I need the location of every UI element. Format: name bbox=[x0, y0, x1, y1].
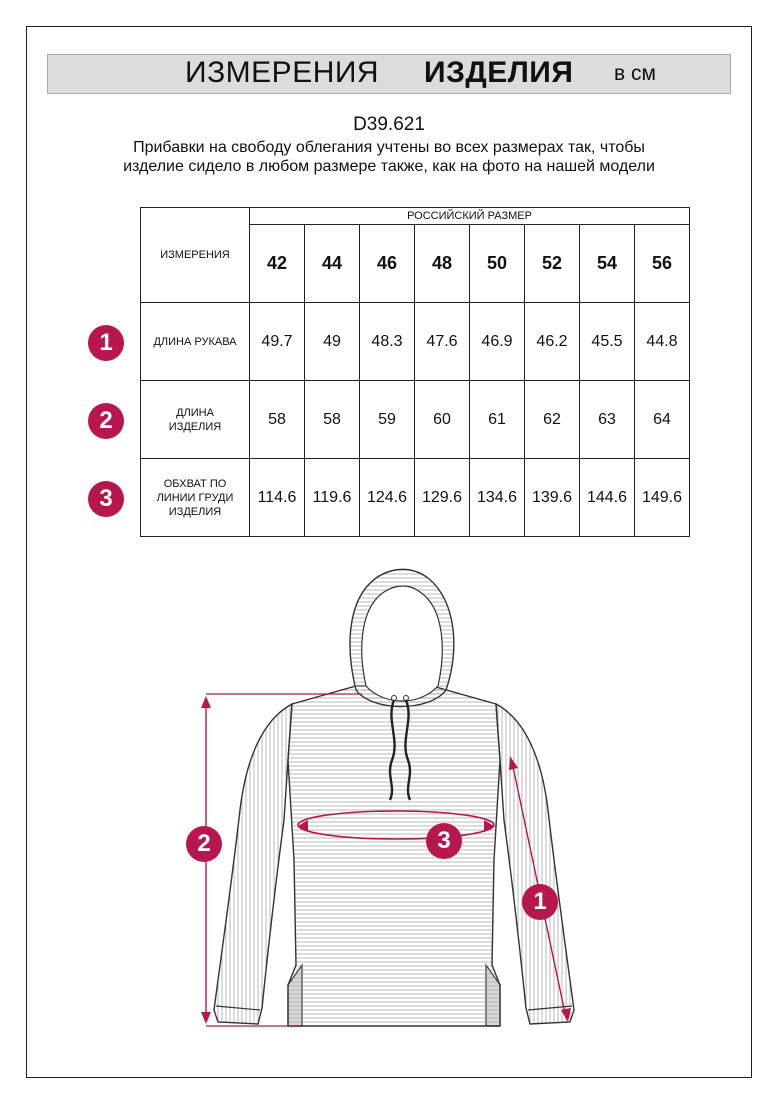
size-header: 48 bbox=[415, 225, 470, 303]
table-cell: 114.6 bbox=[250, 459, 305, 537]
table-cell: 58 bbox=[250, 381, 305, 459]
table-cell: 129.6 bbox=[415, 459, 470, 537]
table-cell: 58 bbox=[305, 381, 360, 459]
table-cell: 62 bbox=[525, 381, 580, 459]
left-sleeve bbox=[214, 704, 292, 1024]
sleeve-marker: 1 bbox=[522, 884, 558, 920]
chest-marker: 3 bbox=[426, 823, 462, 859]
title-product: ИЗДЕЛИЯ bbox=[424, 56, 574, 89]
table-cell: 49.7 bbox=[250, 303, 305, 381]
table-cell: 139.6 bbox=[525, 459, 580, 537]
table-cell: 119.6 bbox=[305, 459, 360, 537]
fit-note: Прибавки на свободу облегания учтены во всех размерах так, чтобы изделие сидело в любом размере также, как на фото на нашей модели bbox=[123, 139, 655, 175]
title-units: в см bbox=[614, 62, 656, 85]
product-sku: D39.621 bbox=[353, 114, 425, 135]
table-cell: 124.6 bbox=[360, 459, 415, 537]
table-cell: 44.8 bbox=[635, 303, 690, 381]
row-number-badge: 2 bbox=[88, 403, 124, 439]
row-label-length: ДЛИНА ИЗДЕЛИЯ bbox=[141, 381, 250, 459]
row-label-chest: ОБХВАТ ПО ЛИНИИ ГРУДИ ИЗДЕЛИЯ bbox=[141, 459, 250, 537]
table-cell: 46.2 bbox=[525, 303, 580, 381]
table-cell: 48.3 bbox=[360, 303, 415, 381]
table-cell: 59 bbox=[360, 381, 415, 459]
table-cell: 46.9 bbox=[470, 303, 525, 381]
table-cell: 47.6 bbox=[415, 303, 470, 381]
table-cell: 149.6 bbox=[635, 459, 690, 537]
table-cell: 64 bbox=[635, 381, 690, 459]
size-header: 46 bbox=[360, 225, 415, 303]
size-header: 56 bbox=[635, 225, 690, 303]
size-group-header: РОССИЙСКИЙ РАЗМЕР bbox=[250, 208, 690, 225]
length-marker: 2 bbox=[186, 826, 222, 862]
table-cell: 60 bbox=[415, 381, 470, 459]
size-header: 52 bbox=[525, 225, 580, 303]
row-number-badge: 1 bbox=[88, 325, 124, 361]
table-cell: 45.5 bbox=[580, 303, 635, 381]
size-header: 54 bbox=[580, 225, 635, 303]
table-cell: 63 bbox=[580, 381, 635, 459]
table-cell: 61 bbox=[470, 381, 525, 459]
hood-opening bbox=[362, 586, 442, 701]
size-header: 50 bbox=[470, 225, 525, 303]
table-cell: 144.6 bbox=[580, 459, 635, 537]
row-label-sleeve: ДЛИНА РУКАВА bbox=[141, 303, 250, 381]
table-cell: 49 bbox=[305, 303, 360, 381]
size-header: 44 bbox=[305, 225, 360, 303]
row-number-badge: 3 bbox=[88, 481, 124, 517]
right-sleeve bbox=[496, 704, 574, 1024]
measure-header: ИЗМЕРЕНИЯ bbox=[141, 208, 250, 303]
size-header: 42 bbox=[250, 225, 305, 303]
title-measurements: ИЗМЕРЕНИЯ bbox=[185, 56, 380, 89]
table-cell: 134.6 bbox=[470, 459, 525, 537]
